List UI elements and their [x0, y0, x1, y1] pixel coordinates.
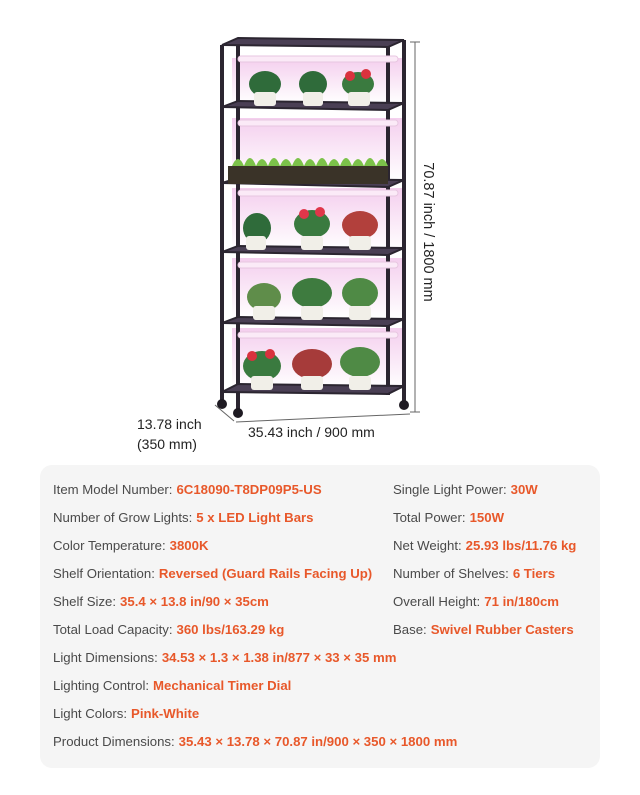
spec-lighting-control: Lighting Control: Mechanical Timer Dial — [53, 678, 292, 693]
spec-number-of-shelves: Number of Shelves: 6 Tiers — [393, 566, 556, 581]
spec-total-power: Total Power: 150W — [393, 510, 505, 525]
spec-shelf-orientation: Shelf Orientation: Reversed (Guard Rails Facing Up) — [53, 566, 373, 581]
spec-overall-height: Overall Height: 71 in/180cm — [393, 594, 560, 609]
spec-base: Base: Swivel Rubber Casters — [393, 622, 574, 637]
spec-product-dimensions: Product Dimensions: 35.43 × 13.78 × 70.87 in/900 × 350 × 1800 mm — [53, 734, 458, 749]
depth-inch-label: 13.78 inch — [137, 416, 202, 432]
spec-color-temperature: Color Temperature: 3800K — [53, 538, 209, 553]
spec-grow-lights: Number of Grow Lights: 5 x LED Light Bars — [53, 510, 314, 525]
width-dimension-label: 35.43 inch / 900 mm — [248, 424, 375, 440]
depth-mm-label: (350 mm) — [137, 436, 197, 452]
spec-panel — [40, 465, 600, 768]
spec-net-weight: Net Weight: 25.93 lbs/11.76 kg — [393, 538, 577, 553]
depth-dimension-label — [137, 414, 202, 454]
spec-single-light-power: Single Light Power: 30W — [393, 482, 538, 497]
spec-shelf-size: Shelf Size: 35.4 × 13.8 in/90 × 35cm — [53, 594, 269, 609]
spec-load-capacity: Total Load Capacity: 360 lbs/163.29 kg — [53, 622, 285, 637]
spec-light-dimensions: Light Dimensions: 34.53 × 1.3 × 1.38 in/877 × 33 × 35 mm — [53, 650, 397, 665]
height-dimension-label: 70.87 inch / 1800 mm — [420, 162, 436, 302]
spec-light-colors: Light Colors: Pink-White — [53, 706, 200, 721]
spec-model-number: Item Model Number: 6C18090-T8DP09P5-US — [53, 482, 322, 497]
